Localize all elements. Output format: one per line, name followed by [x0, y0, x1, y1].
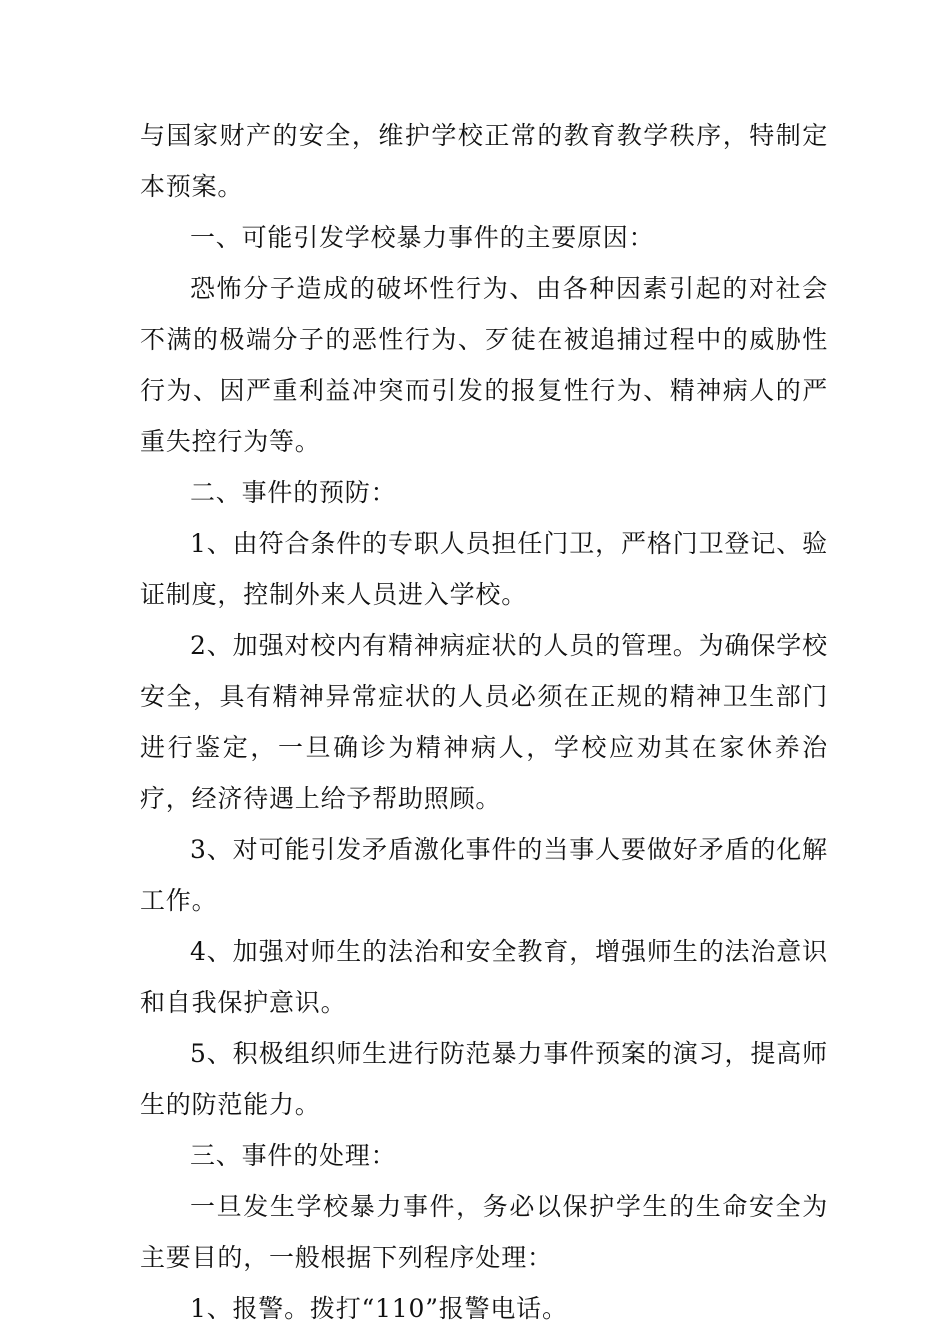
prevention-item-1: 1、由符合条件的专职人员担任门卫，严格门卫登记、验证制度，控制外来人员进入学校。 [140, 529, 828, 609]
heading-section-2-prevention: 二、事件的预防： [190, 478, 397, 507]
prevention-item-5: 5、积极组织师生进行防范暴力事件预案的演习，提高师生的防范能力。 [140, 1039, 828, 1119]
paragraph-causes-list: 恐怖分子造成的破坏性行为、由各种因素引起的对社会不满的极端分子的恶性行为、歹徒在被追捕过程中的威胁性行为、因严重利益冲突而引发的报复性行为、精神病人的严重失控行为等。 [140, 274, 828, 456]
prevention-item-4: 4、加强对师生的法治和安全教育，增强师生的法治意识和自我保护意识。 [140, 937, 828, 1017]
prevention-item-2: 2、加强对校内有精神病症状的人员的管理。为确保学校安全，具有精神异常症状的人员必须在正规的精神卫生部门进行鉴定，一旦确诊为精神病人，学校应劝其在家休养治疗，经济待遇上给予帮助照顾。 [140, 631, 828, 813]
paragraph-intro-continuation: 与国家财产的安全，维护学校正常的教育教学秩序，特制定本预案。 [140, 121, 828, 201]
prevention-item-3: 3、对可能引发矛盾激化事件的当事人要做好矛盾的化解工作。 [140, 835, 828, 915]
handling-item-1: 1、报警。拨打“110”报警电话。 [190, 1294, 568, 1323]
heading-section-3-handling: 三、事件的处理： [190, 1141, 397, 1170]
heading-section-1-causes: 一、可能引发学校暴力事件的主要原因： [190, 223, 655, 252]
document-body [140, 110, 828, 1334]
paragraph-handling-intro: 一旦发生学校暴力事件，务必以保护学生的生命安全为主要目的，一般根据下列程序处理： [140, 1192, 828, 1272]
